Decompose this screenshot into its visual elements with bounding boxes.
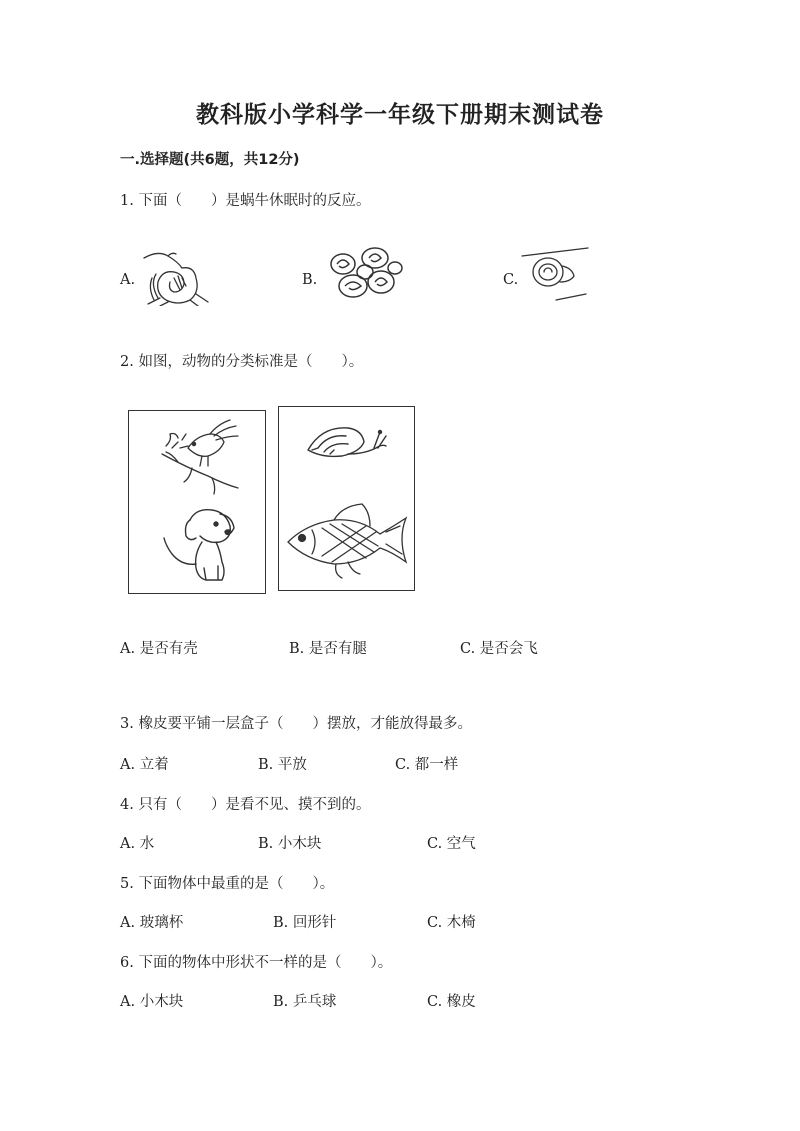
question-3-option-b: B. 平放 (258, 757, 307, 773)
snail-icon (302, 420, 388, 462)
question-6-option-b: B. 乒乓球 (273, 994, 337, 1010)
question-3-stem: 3. 橡皮要平铺一层盒子（ ）摆放，才能放得最多。 (120, 716, 472, 732)
question-4-option-a: A. 水 (120, 836, 155, 852)
snails-cluster-icon (325, 244, 405, 302)
question-5-stem: 5. 下面物体中最重的是（ ）。 (120, 876, 335, 892)
question-2-option-b: B. 是否有腿 (289, 641, 367, 657)
snail-on-shell-icon (138, 248, 214, 306)
question-1-stem: 1. 下面（ ）是蜗牛休眠时的反应。 (120, 193, 371, 209)
question-5-option-c: C. 木椅 (427, 915, 476, 931)
question-2-option-c: C. 是否会飞 (460, 641, 538, 657)
question-3-option-a: A. 立着 (120, 757, 169, 773)
question-1-option-a: A. (120, 272, 136, 288)
question-6-option-a: A. 小木块 (120, 994, 184, 1010)
fish-icon (286, 502, 410, 580)
question-4-stem: 4. 只有（ ）是看不见、摸不到的。 (120, 797, 371, 813)
question-5-option-b: B. 回形针 (273, 915, 337, 931)
question-1-option-b: B. (302, 272, 318, 288)
question-6-option-c: C. 橡皮 (427, 994, 476, 1010)
question-5-option-a: A. 玻璃杯 (120, 915, 184, 931)
section-heading: 一.选择题(共6题，共12分) (120, 152, 300, 168)
question-4-option-b: B. 小木块 (258, 836, 322, 852)
bird-on-branch-icon (158, 418, 242, 498)
question-3-option-c: C. 都一样 (395, 757, 459, 773)
question-2-stem: 2. 如图，动物的分类标准是（ ）。 (120, 354, 364, 370)
question-4-option-c: C. 空气 (427, 836, 476, 852)
question-2-option-a: A. 是否有壳 (120, 641, 198, 657)
page-title: 教科版小学科学一年级下册期末测试卷 (196, 102, 604, 128)
question-1-option-c: C. (503, 272, 519, 288)
question-6-stem: 6. 下面的物体中形状不一样的是（ ）。 (120, 955, 393, 971)
snail-on-twig-icon (520, 246, 592, 306)
dog-icon (160, 506, 238, 584)
